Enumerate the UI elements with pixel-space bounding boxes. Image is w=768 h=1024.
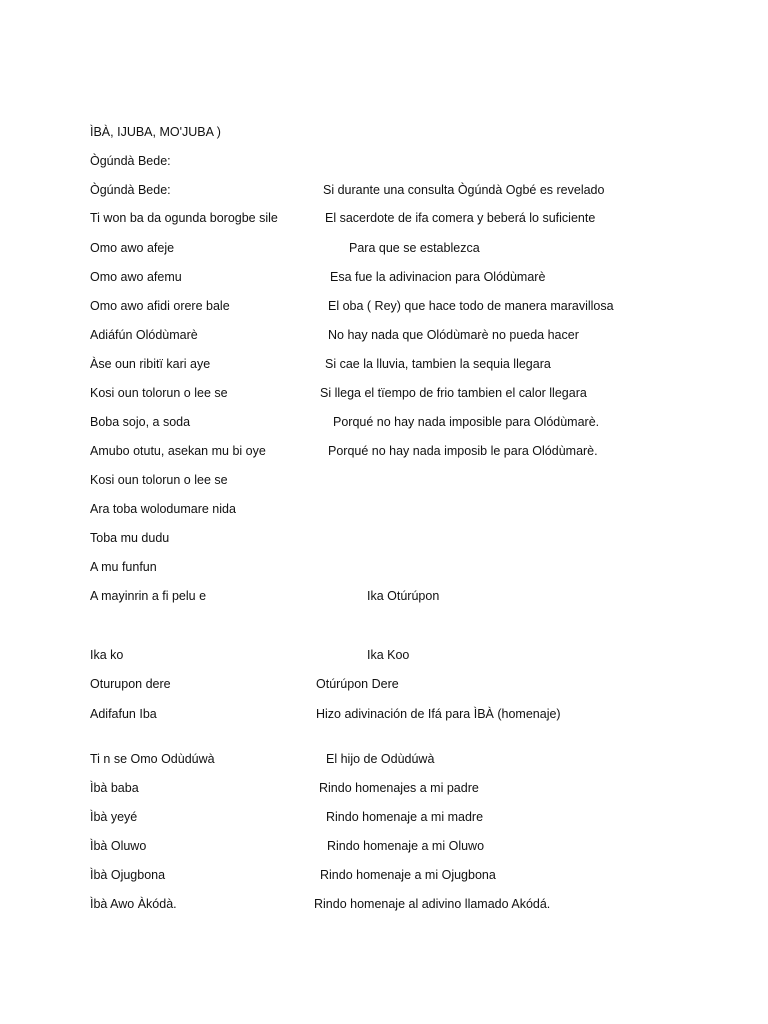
yoruba-text: Ìbà Ojugbona [90, 868, 166, 882]
verse-line [0, 383, 768, 403]
verse-line [0, 208, 768, 228]
yoruba-text: Adiáfún Olódùmarè [90, 328, 198, 342]
yoruba-text: Ìbà Awo Àkódà. [90, 897, 177, 911]
verse-line [0, 528, 768, 548]
yoruba-text: Àse oun ribitï kari aye [90, 357, 211, 371]
verse-line [0, 674, 768, 694]
spanish-text: Rindo homenajes a mi padre [319, 781, 479, 795]
yoruba-text: Ika ko [90, 648, 124, 662]
yoruba-text: Boba sojo, a soda [90, 415, 191, 429]
verse-line [0, 865, 768, 885]
spanish-text: No hay nada que Olódùmarè no pueda hacer [328, 328, 579, 342]
spanish-text: El sacerdote de ifa comera y beberá lo suficiente [325, 211, 596, 225]
verse-line [0, 441, 768, 461]
yoruba-text: Omo awo afeje [90, 241, 175, 255]
verse-line [0, 470, 768, 490]
spanish-text: Esa fue la adivinacion para Olódùmarè [330, 270, 546, 284]
subheading-text: Ògúndà Bede: [90, 154, 171, 168]
yoruba-text: Adifafun Iba [90, 707, 157, 721]
verse-line [0, 296, 768, 316]
document-heading [0, 122, 768, 142]
yoruba-text: Toba mu dudu [90, 531, 170, 545]
verse-line [0, 645, 768, 665]
spanish-text: Rindo homenaje a mi Oluwo [327, 839, 485, 853]
spanish-text: Porqué no hay nada imposible para Olódùmarè. [333, 415, 600, 429]
verse-line [0, 499, 768, 519]
verse-line [0, 586, 768, 606]
verse-line [0, 894, 768, 914]
yoruba-text: Kosi oun tolorun o lee se [90, 386, 228, 400]
spanish-text: Si durante una consulta Ògúndà Ogbé es revelado [323, 183, 605, 197]
spanish-text: Rindo homenaje a mi Ojugbona [320, 868, 496, 882]
yoruba-text: Omo awo afemu [90, 270, 182, 284]
verse-line [0, 354, 768, 374]
heading-text: ÌBÀ, IJUBA, MO'JUBA ) [90, 125, 221, 139]
yoruba-text: Amubo otutu, asekan mu bi oye [90, 444, 266, 458]
spanish-text: Hizo adivinación de Ifá para ÌBÀ (homenaje) [316, 707, 561, 721]
yoruba-text: A mu funfun [90, 560, 157, 574]
verse-line [0, 325, 768, 345]
yoruba-text: A mayinrin a fi pelu e [90, 589, 207, 603]
spanish-text: Si cae la lluvia, tambien la sequia llegara [325, 357, 551, 371]
verse-line [0, 836, 768, 856]
verse-line [0, 238, 768, 258]
spanish-text: El hijo de Odùdúwà [326, 752, 435, 766]
spanish-text: Ika Koo [367, 648, 410, 662]
spanish-text: El oba ( Rey) que hace todo de manera maravillosa [328, 299, 614, 313]
verse-line [0, 180, 768, 200]
yoruba-text: Omo awo afidi orere bale [90, 299, 230, 313]
yoruba-text: Ara toba wolodumare nida [90, 502, 236, 516]
verse-line [0, 807, 768, 827]
spanish-text: Rindo homenaje al adivino llamado Akódá. [314, 897, 551, 911]
yoruba-text: Kosi oun tolorun o lee se [90, 473, 228, 487]
spanish-text: Para que se establezca [349, 241, 480, 255]
spanish-text: Otúrúpon Dere [316, 677, 399, 691]
verse-line [0, 412, 768, 432]
verse-line [0, 557, 768, 577]
yoruba-text: Ìbà yeyé [90, 810, 138, 824]
yoruba-text: Ògúndà Bede: [90, 183, 171, 197]
document-subheading [0, 151, 768, 171]
yoruba-text: Ti n se Omo Odùdúwà [90, 752, 215, 766]
verse-line [0, 704, 768, 724]
verse-line [0, 267, 768, 287]
verse-line [0, 749, 768, 769]
yoruba-text: Ti won ba da ogunda borogbe sile [90, 211, 278, 225]
yoruba-text: Ìbà baba [90, 781, 139, 795]
spanish-text: Porqué no hay nada imposib le para Olódùmarè. [328, 444, 598, 458]
spanish-text: Ika Otúrúpon [367, 589, 440, 603]
spanish-text: Si llega el tïempo de frio tambien el calor llegara [320, 386, 587, 400]
yoruba-text: Ìbà Oluwo [90, 839, 147, 853]
spanish-text: Rindo homenaje a mi madre [326, 810, 484, 824]
yoruba-text: Oturupon dere [90, 677, 171, 691]
verse-line [0, 778, 768, 798]
